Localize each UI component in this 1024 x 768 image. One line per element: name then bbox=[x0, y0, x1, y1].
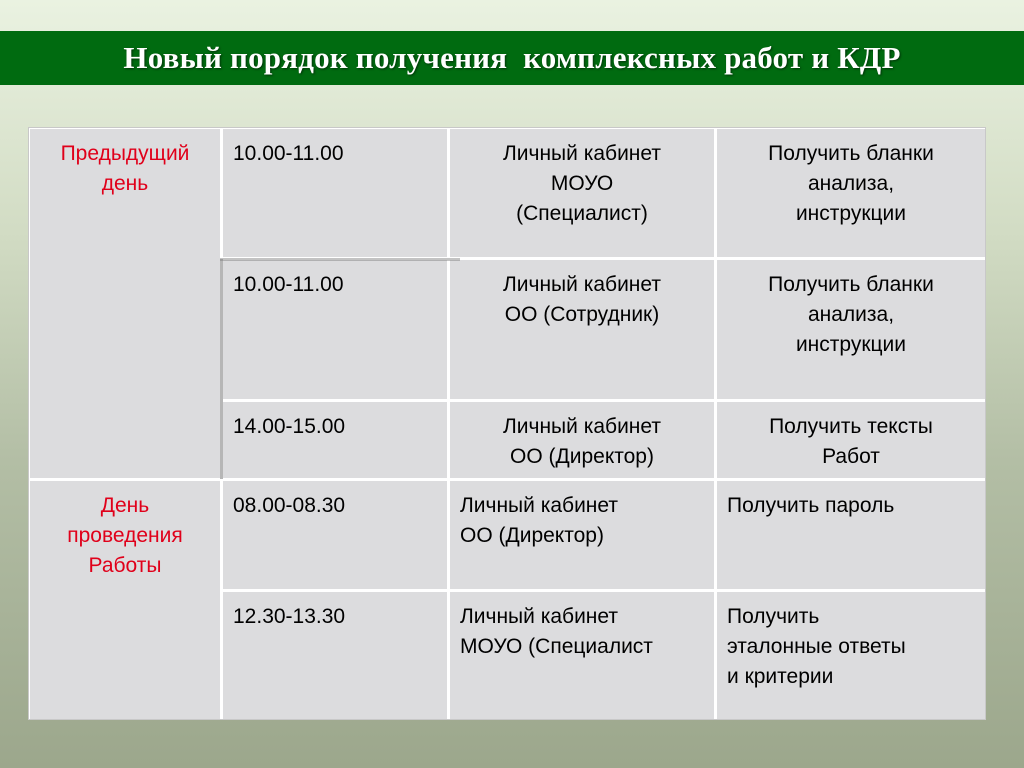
action-line: инструкции bbox=[795, 202, 907, 225]
time-value: 08.00-08.30 bbox=[233, 494, 346, 517]
action-line: и критерии bbox=[727, 665, 834, 688]
time-value: 10.00-11.00 bbox=[233, 273, 344, 296]
time-value: 12.30-13.30 bbox=[233, 605, 346, 628]
action-line: Получить bbox=[727, 605, 820, 628]
time-value: 14.00-15.00 bbox=[233, 415, 346, 438]
action-line: Работ bbox=[822, 445, 880, 468]
where-line: ОО (Директор) bbox=[510, 445, 654, 468]
action-line: инструкции bbox=[795, 333, 907, 356]
table-row-where bbox=[450, 592, 714, 719]
where-line: Личный кабинет bbox=[460, 605, 618, 628]
where-line: Личный кабинет bbox=[503, 273, 661, 296]
table-row-action bbox=[717, 260, 985, 399]
table-row-where bbox=[450, 129, 714, 257]
cell-shadow-divider bbox=[220, 259, 223, 479]
cell-shadow-divider bbox=[220, 258, 460, 261]
table-row-action bbox=[717, 592, 985, 719]
where-line: (Специалист) bbox=[516, 202, 648, 225]
action-line: анализа, bbox=[807, 303, 895, 326]
table-row-time bbox=[223, 260, 447, 399]
action-line: Получить тексты bbox=[769, 415, 933, 438]
table-row-time bbox=[223, 402, 447, 478]
where-line: Личный кабинет bbox=[503, 415, 661, 438]
where-line: МОУО bbox=[550, 172, 614, 195]
action-line: анализа, bbox=[807, 172, 895, 195]
table-row-time bbox=[223, 481, 447, 589]
group-label-work-day bbox=[30, 481, 220, 719]
table-row-where bbox=[450, 481, 714, 589]
group-label-line: Работы bbox=[88, 554, 162, 577]
group-label-line: Предыдущий bbox=[60, 142, 190, 165]
action-line: Получить бланки bbox=[768, 273, 934, 296]
table-row-action bbox=[717, 481, 985, 589]
action-line: эталонные ответы bbox=[727, 635, 906, 658]
where-line: МОУО (Специалист bbox=[460, 635, 653, 658]
table-row-time bbox=[223, 129, 447, 257]
group-label-line: день bbox=[101, 172, 149, 195]
where-line: ОО (Директор) bbox=[460, 524, 604, 547]
table-row-where bbox=[450, 260, 714, 399]
where-line: Личный кабинет bbox=[503, 142, 661, 165]
where-line: Личный кабинет bbox=[460, 494, 618, 517]
table-row-time bbox=[223, 592, 447, 719]
time-value: 10.00-11.00 bbox=[233, 142, 344, 165]
table-row-where bbox=[450, 402, 714, 478]
group-label-line: День bbox=[100, 494, 150, 517]
group-label-line: проведения bbox=[67, 524, 183, 547]
where-line: ОО (Сотрудник) bbox=[504, 303, 660, 326]
schedule-table bbox=[28, 127, 986, 720]
action-line: Получить бланки bbox=[768, 142, 934, 165]
table-row-action bbox=[717, 402, 985, 478]
group-label-previous-day bbox=[30, 129, 220, 478]
table-row-action bbox=[717, 129, 985, 257]
action-line: Получить пароль bbox=[727, 494, 895, 517]
page-title: Новый порядок получения комплексных работ и КДР bbox=[123, 40, 901, 75]
title-bar bbox=[0, 31, 1024, 85]
